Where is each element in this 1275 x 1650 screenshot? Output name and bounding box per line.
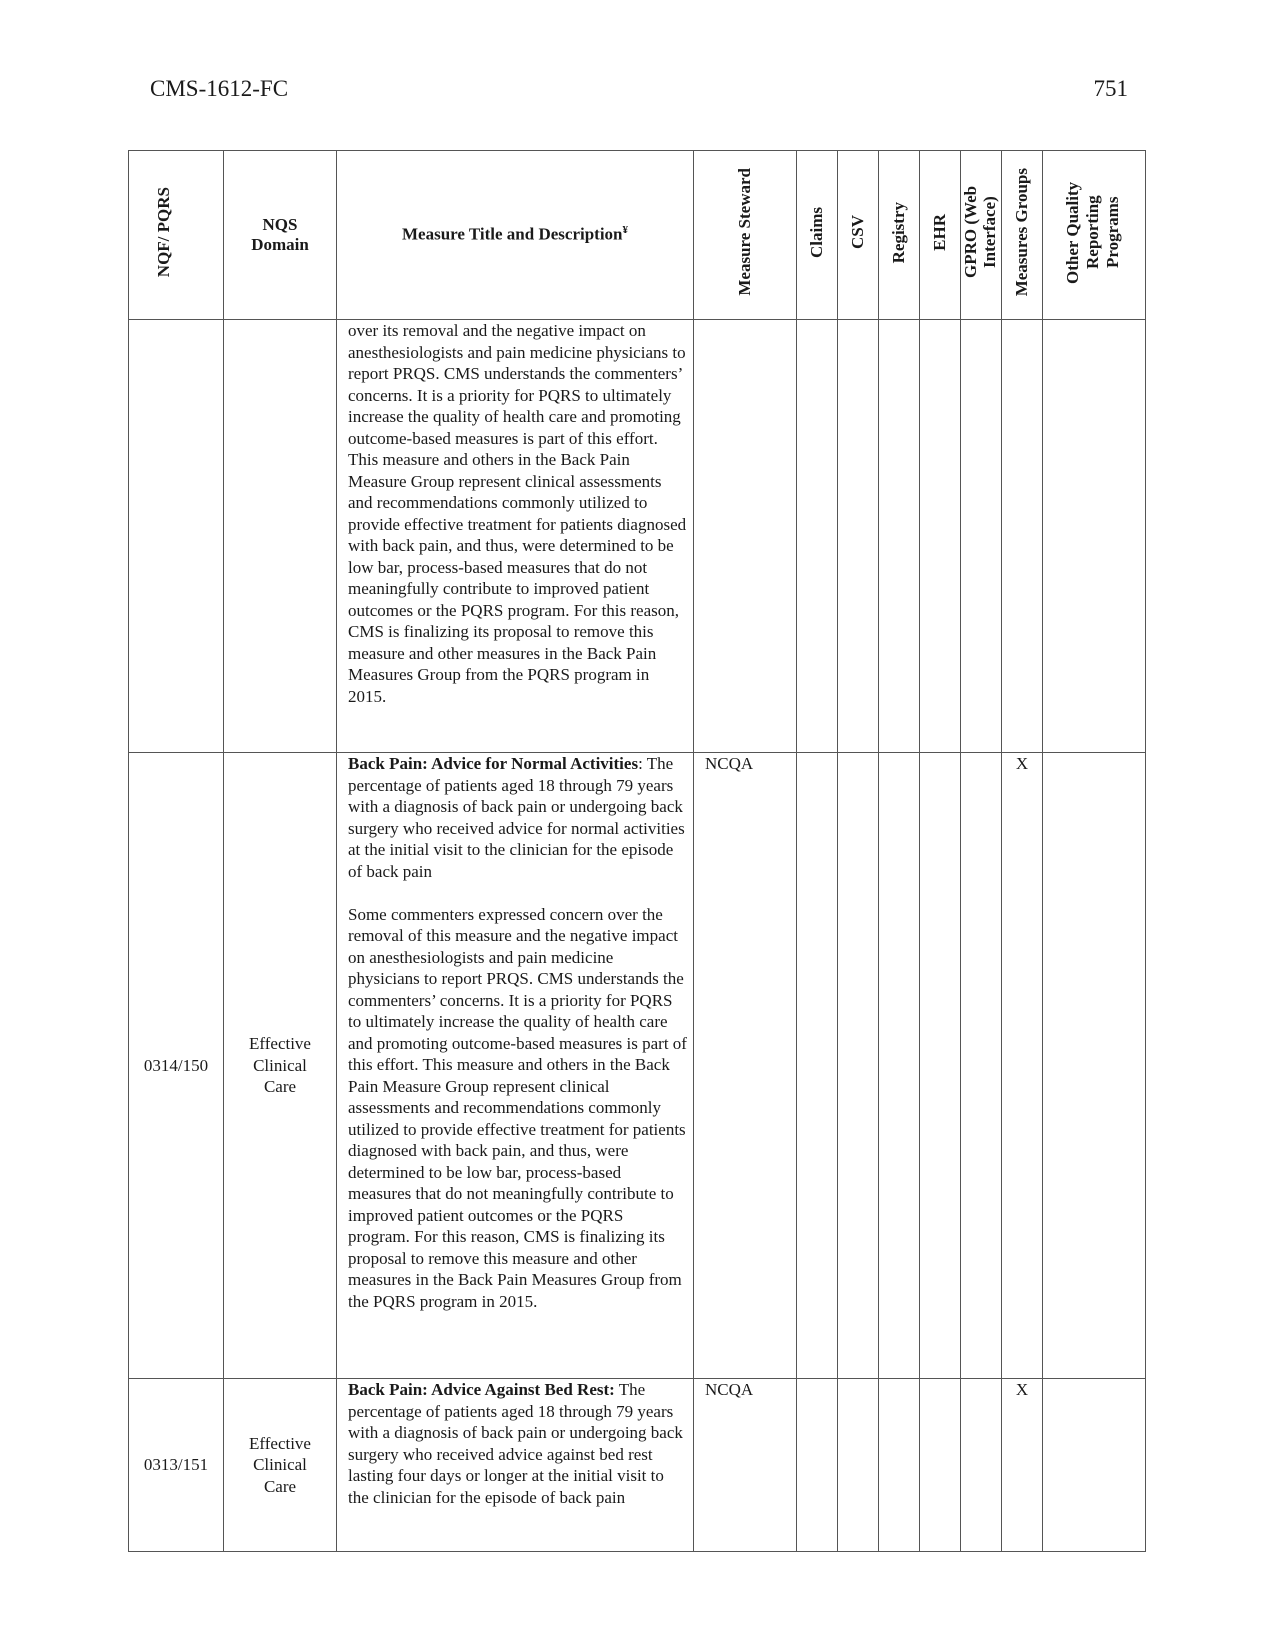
- header-gpro: GPRO (Web Interface): [961, 151, 1002, 320]
- header-registry: Registry: [879, 151, 920, 320]
- header-measure-title: Measure Title and Description¥: [337, 151, 694, 320]
- table-row: [129, 753, 1146, 1379]
- nqs-domain-cell: Effective Clinical Care: [224, 1379, 337, 1552]
- table-row-continuation: [129, 320, 1146, 753]
- measure-steward-cell: NCQA: [694, 753, 797, 1379]
- header-measures-groups: Measures Groups: [1002, 151, 1043, 320]
- header-nqf-pqrs: NQF/ PQRS: [129, 151, 224, 320]
- measure-comment: Some commenters expressed concern over the removal of this measure and the negative impact on anesthesiologists and pain medicine physicians to report PRQS. CMS understands the commenters’ concerns. It is a priority for PQRS to ultimately increase the quality of health care and promoting outcome-based measures is part of this effort. This measure and others in the Back Pain Measure Group represent clinical assessments and recommendations commonly utilized to provide effective treatment for patients diagnosed with back pain, and thus, were determined to be low bar, process-based measures that do not meaningfully contribute to improved patient outcomes or the PQRS program. For this reason, CMS is finalizing its proposal to remove this measure and other measures in the Back Pain Measures Group from the PQRS program in 2015.: [348, 904, 687, 1311]
- table-row: [129, 1379, 1146, 1552]
- nqf-pqrs-cell: 0313/151: [129, 1379, 224, 1552]
- measure-title: Back Pain: Advice for Normal Activities: [348, 754, 639, 773]
- measures-groups-cell: X: [1002, 753, 1043, 1379]
- nqs-domain-cell: Effective Clinical Care: [224, 753, 337, 1379]
- header-csv: CSV: [838, 151, 879, 320]
- header-measure-steward: Measure Steward: [694, 151, 797, 320]
- header-row: [129, 151, 1146, 320]
- measure-description-cell: Back Pain: Advice for Normal Activities: The percentage of patients aged 18 through 79 years with a diagnosis of back pain or undergoing back surgery who received advice for normal activities at the initial visit to the clinician for the episode of back pain Some commenters expressed concern over the removal of this measure and the negative impact on anesthesiologists and pain medicine physicians to report PRQS. CMS understands the commenters’ concerns. It is a priority for PQRS to ultimately increase the quality of health care and promoting outcome-based measures is part of this effort. This measure and others in the Back Pain Measure Group represent clinical assessments and recommendations commonly utilized to provide effective treatment for patients diagnosed with back pain, and thus, were determined to be low bar, process-based measures that do not meaningfully contribute to improved patient outcomes or the PQRS program. For this reason, CMS is finalizing its proposal to remove this measure and other measures in the Back Pain Measures Group from the PQRS program in 2015.: [337, 753, 694, 1379]
- measures-table: [128, 150, 1146, 1552]
- measures-groups-cell: X: [1002, 1379, 1043, 1552]
- header-other-programs: Other Quality Reporting Programs: [1043, 151, 1146, 320]
- document-id: CMS-1612-FC: [150, 76, 289, 101]
- measure-description: The percentage of patients aged 18 through 79 years with a diagnosis of back pain or undergoing back surgery who received advice for normal activities at the initial visit to the clinician for the episode of back pain: [348, 754, 685, 881]
- page-number: 751: [1093, 76, 1128, 101]
- measure-title: Back Pain: Advice Against Bed Rest:: [348, 1380, 615, 1399]
- measure-description-cell: [337, 1379, 694, 1552]
- measure-description: The percentage of patients aged 18 through 79 years with a diagnosis of back pain or undergoing back surgery who received advice against bed rest lasting four days or longer at the initial visit to the clinician for the episode of back pain: [348, 1380, 683, 1507]
- header-ehr: EHR: [920, 151, 961, 320]
- header-nqs-domain: NQS Domain: [224, 151, 337, 320]
- continuation-text: over its removal and the negative impact on anesthesiologists and pain medicine physicians to report PRQS. CMS understands the commenters’ concerns. It is a priority for PQRS to ultimately increase the quality of health care and promoting outcome-based measures is part of this effort. This measure and others in the Back Pain Measure Group represent clinical assessments and recommendations commonly utilized to provide effective treatment for patients diagnosed with back pain, and thus, were determined to be low bar, process-based measures that do not meaningfully contribute to improved patient outcomes or the PQRS program. For this reason, CMS is finalizing its proposal to remove this measure and other measures in the Back Pain Measures Group from the PQRS program in 2015.: [337, 320, 694, 753]
- nqf-pqrs-cell: 0314/150: [129, 753, 224, 1379]
- header-claims: Claims: [797, 151, 838, 320]
- measure-steward-cell: NCQA: [694, 1379, 797, 1552]
